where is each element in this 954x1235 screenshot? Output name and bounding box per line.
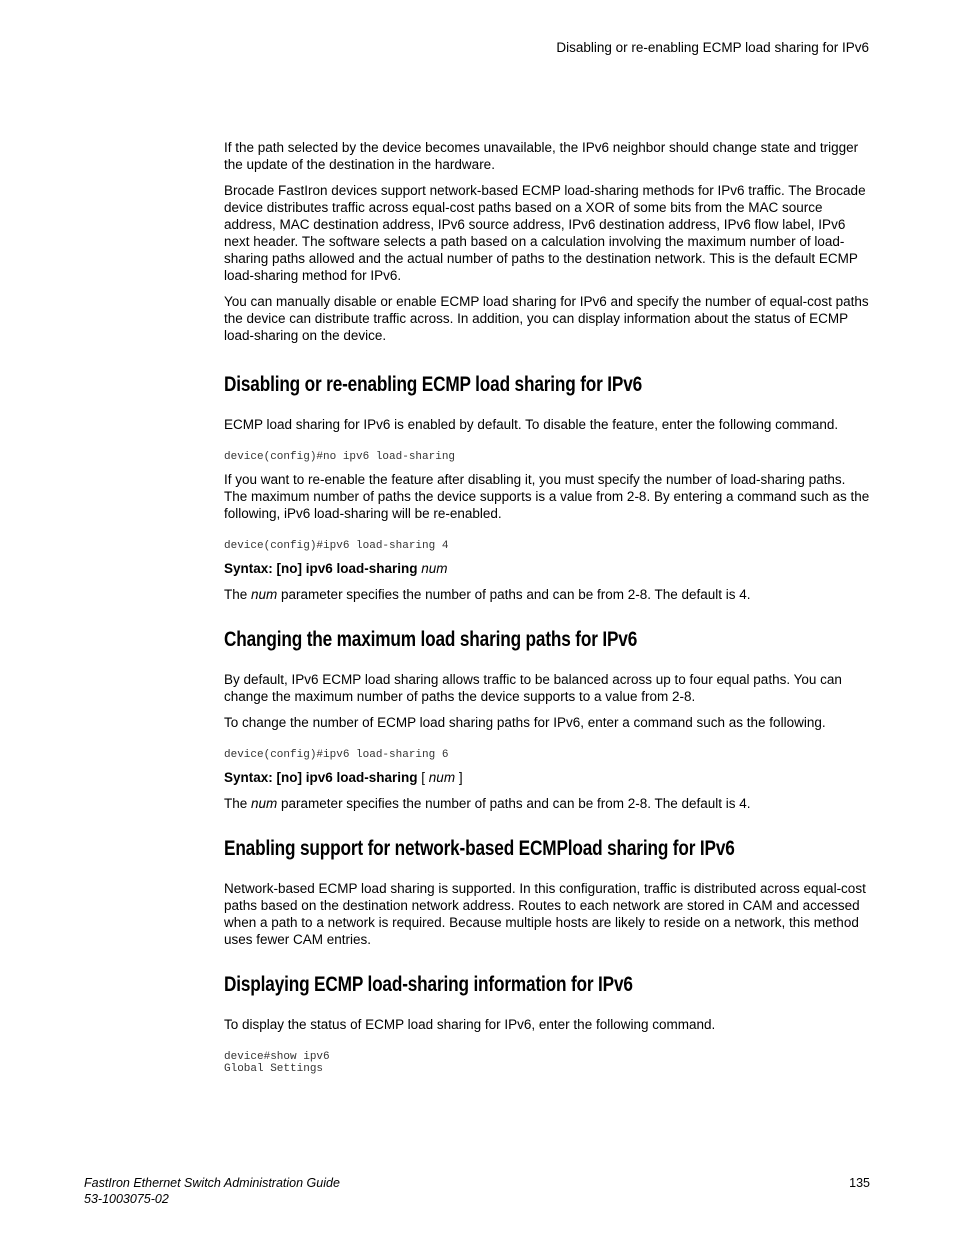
section1-param-description [224,586,870,603]
section2-syntax [224,769,870,786]
intro-paragraph-3: You can manually disable or enable ECMP load sharing for IPv6 and specify the number of equal-cost paths the device can distribute traffic across. In addition, you can display information about the status of ECMP load-sharing on the device. [224,294,869,343]
section1-paragraph-1: ECMP load sharing for IPv6 is enabled by default. To disable the feature, enter the following command. [224,417,839,432]
section2-paragraph-2: To change the number of ECMP load sharing paths for IPv6, enter a command such as the following. [224,715,826,730]
syntax-bracket-close: ] [455,770,463,785]
syntax-param: num [428,770,456,785]
param-name: num [251,587,278,602]
param-text-pre: The [224,796,252,811]
section3-paragraph-1: Network-based ECMP load sharing is supported. In this configuration, traffic is distributed across equal-cost paths based on the destination network address. Routes to each network are stored in CAM and accessed when a path to a network is required. Because multiple hosts are likely to reside on a network, this method uses fewer CAM entries. [224,881,866,947]
footer-left [84,1175,340,1207]
syntax-param: num [421,561,448,576]
intro-paragraph-2: Brocade FastIron devices support network-based ECMP load-sharing methods for IPv6 traffic. The Brocade device distributes traffic across equal-cost paths based on a XOR of some bits from the MAC source address, MAC destination address, IPv6 source address, IPv6 destination address, IPv6 flow label, IPv6 next header. The software selects a path based on a calculation involving the maximum number of load-sharing paths allowed and the actual number of paths to the destination network. This is the default ECMP load-sharing method for IPv6. [224,183,866,283]
section2-param-description [224,795,870,812]
code-no-ipv6-load-sharing: device(config)#no ipv6 load-sharing [224,451,456,463]
section-heading-disabling: Disabling or re-enabling ECMP load sharing for IPv6 [224,373,643,396]
footer-page-number: 135 [849,1176,870,1190]
param-text-post: parameter specifies the number of paths and can be from 2-8. The default is 4. [277,587,751,602]
code-ipv6-load-sharing-6: device(config)#ipv6 load-sharing 6 [224,749,449,761]
code-show-ipv6: device#show ipv6 Global Settings [224,1051,330,1075]
page-content [224,139,870,1083]
syntax-command: Syntax: [no] ipv6 load-sharing [224,770,418,785]
section4-paragraph-1: To display the status of ECMP load sharing for IPv6, enter the following command. [224,1017,716,1032]
syntax-command: Syntax: [no] ipv6 load-sharing [224,561,422,576]
section1-syntax [224,560,870,577]
code-ipv6-load-sharing-4: device(config)#ipv6 load-sharing 4 [224,540,449,552]
intro-paragraph-1: If the path selected by the device becomes unavailable, the IPv6 neighbor should change state and trigger the update of the destination in the hardware. [224,140,859,172]
param-text-pre: The [224,587,252,602]
footer-guide-title: FastIron Ethernet Switch Administration Guide [84,1176,340,1190]
param-text-post: parameter specifies the number of paths and can be from 2-8. The default is 4. [277,796,751,811]
running-header: Disabling or re-enabling ECMP load sharing for IPv6 [556,40,869,55]
section-heading-displaying: Displaying ECMP load-sharing information for IPv6 [224,973,633,996]
section2-paragraph-1: By default, IPv6 ECMP load sharing allows traffic to be balanced across up to four equal paths. You can change the maximum number of paths the device supports to a value from 2-8. [224,672,842,704]
footer-doc-number: 53-1003075-02 [84,1192,169,1206]
syntax-bracket-open: [ [417,770,429,785]
section-heading-network-based: Enabling support for network-based ECMPload sharing for IPv6 [224,837,735,860]
section1-paragraph-2: If you want to re-enable the feature after disabling it, you must specify the number of load-sharing paths. The maximum number of paths the device supports is a value from 2-8. By entering a command such as the following, iPv6 load-sharing will be re-enabled. [224,472,870,521]
section-heading-changing-max: Changing the maximum load sharing paths for IPv6 [224,628,638,651]
param-name: num [251,796,278,811]
